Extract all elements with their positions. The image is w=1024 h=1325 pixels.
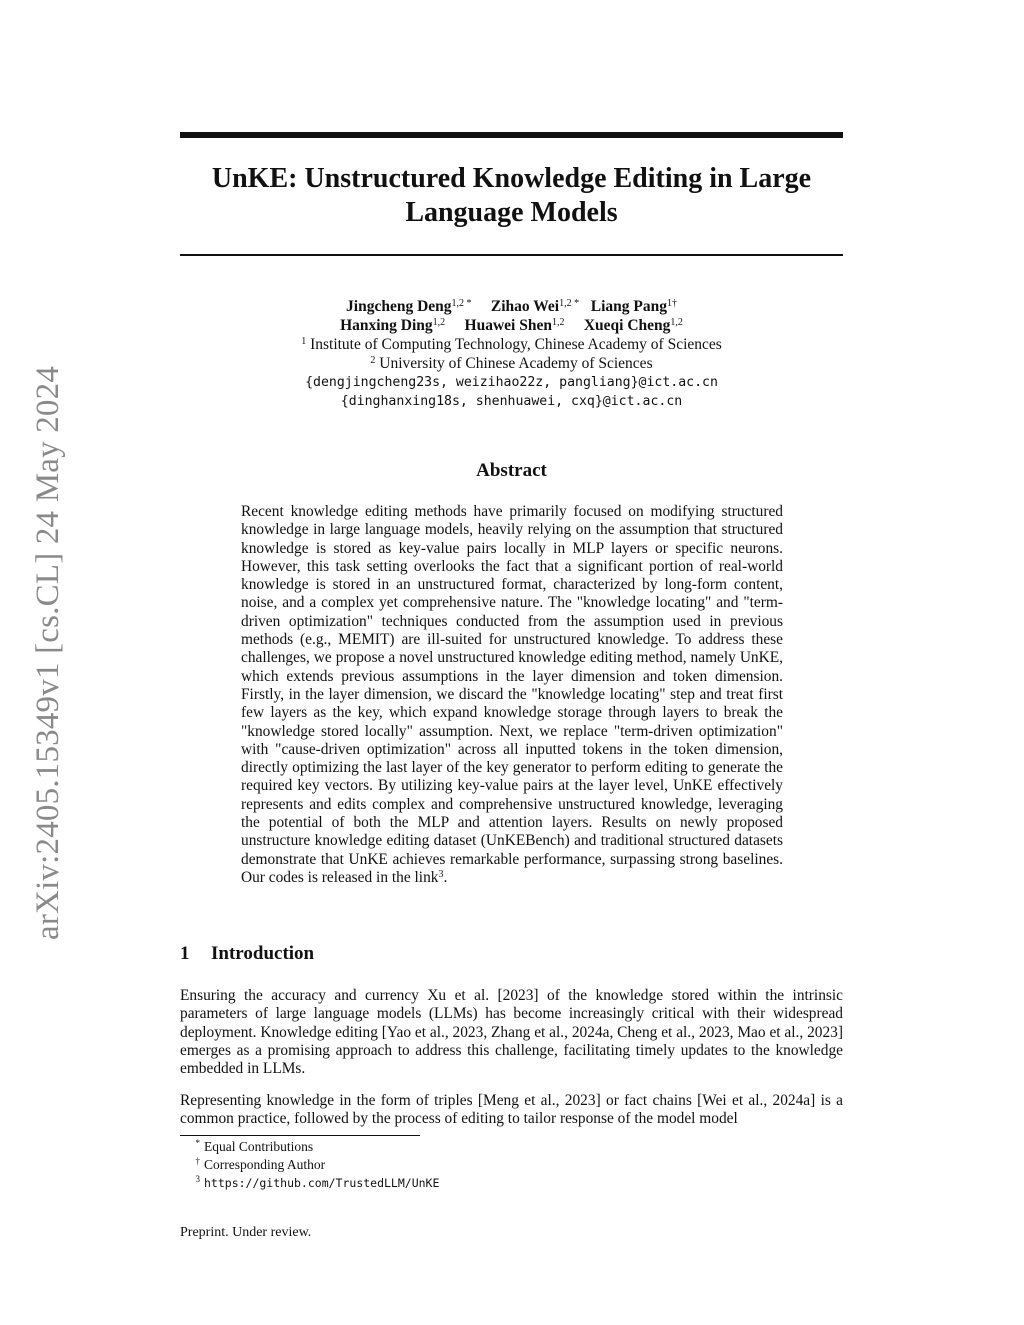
author-marks: 1,2 (551, 317, 565, 328)
author-line-2 (180, 316, 843, 335)
affiliation-1: $^1$ Institute of Computing Technology, Chinese Academy of Sciences (301, 336, 722, 353)
author-marks: 1,2 (432, 317, 446, 328)
author-name: Huawei Shen (464, 317, 552, 334)
author-name: Zihao Wei (490, 298, 560, 315)
intro-paragraph-1: Ensuring the accuracy and currency Xu et al. [2023] of the knowledge stored within the intrinsic parameters of large language models (LLMs) has become increasingly critical with their widespread deployment. Knowledge editing [Yao et al., 2023, Zhang et al., 2024a, Cheng et al., 2023, Mao et al., 2023] emerges as a promising approach to address this challenge, facilitating timely updates to the knowledge embedded in LLMs. (180, 987, 843, 1078)
author-marks: 1,2 (670, 317, 683, 328)
footnotes (180, 1138, 439, 1192)
title-line-1: UnKE: Unstructured Knowledge Editing in Large (211, 163, 812, 194)
section-number: 1 (180, 943, 190, 964)
abstract-text: Recent knowledge editing methods have primarily focused on modifying structured knowledge in large language models, heavily relying on the assumption that structured knowledge is stored as key-value pairs locally in MLP layers or specific neurons. However, this task setting overlooks the fact that a significant portion of real-world knowledge is stored in an unstructured format, characterized by long-form content, noise, and a complex yet comprehensive nature. The "knowledge locating" and "term-driven optimization" techniques conducted from the assumption used in previous methods (e.g., MEMIT) are ill-suited for unstructured knowledge. To address these challenges, we propose a novel unstructured knowledge editing method, namely UnKE, which extends previous assumptions in the layer dimension and token dimension. Firstly, in the layer dimension, we discard the "knowledge locating" step and treat first few layers as the key, which expand knowledge storage through layers to break the "knowledge stored locally" assumption. Next, we replace "term-driven optimization" with "cause-driven optimization" across all inputted tokens in the token dimension, directly optimizing the last layer of the key generator to perform editing to generate the required key vectors. By utilizing key-value pairs at the layer level, UnKE effectively represents and edits complex and comprehensive unstructured knowledge, leveraging the potential of both the MLP and attention layers. Results on newly proposed unstructure knowledge editing dataset (UnKEBench) and traditional structured datasets demonstrate that UnKE achieves remarkable performance, surpassing strong baselines. Our codes is released in the link$^3$. (241, 503, 783, 886)
arxiv-identifier: arXiv:2405.15349v1 [cs.CL] 24 May 2024 (30, 365, 66, 940)
author-marks: 1† (666, 298, 677, 309)
author-name: Jingcheng Deng (346, 298, 452, 315)
section-heading-introduction (180, 943, 314, 965)
abstract-heading: Abstract (476, 460, 547, 481)
email-line-2: {dinghanxing18s, shenhuawei, cxq}@ict.ac.cn (340, 394, 683, 409)
paper-title (180, 162, 843, 230)
author-name: Liang Pang (590, 298, 667, 315)
author-name: Hanxing Ding (340, 317, 433, 334)
footnote-corresponding-author: † Corresponding Author (195, 1156, 326, 1172)
affiliation-2: $^2$ University of Chinese Academy of Sciences (370, 355, 653, 372)
email-line-1: {dengjingcheng23s, weizihao22z, pangliang}@ict.ac.cn (305, 375, 718, 390)
code-link[interactable]: https://github.com/TrustedLLM/UnKE (204, 1176, 440, 1190)
title-line-2: Language Models (405, 197, 618, 228)
footnote-ref: 3 (438, 868, 444, 880)
intro-paragraph-2: Representing knowledge in the form of triples [Meng et al., 2023] or fact chains [Wei et al., 2024a] is a common practice, followed by the process of editing to tailor response of the model model (180, 1092, 843, 1128)
author-name: Xueqi Cheng (583, 317, 671, 334)
author-line-1 (180, 297, 843, 316)
footnote-rule (180, 1135, 420, 1136)
author-block (180, 297, 843, 411)
title-bottom-rule (180, 254, 843, 256)
author-marks: 1,2 * (451, 298, 472, 309)
footnote-code-link: $^3$ https://github.com/TrustedLLM/UnKE (195, 1174, 440, 1190)
author-marks: 1,2 * (559, 298, 580, 309)
footnote-equal-contribution: * Equal Contributions (195, 1138, 314, 1154)
section-title: Introduction (211, 943, 315, 964)
title-top-rule (180, 132, 843, 138)
preprint-note: Preprint. Under review. (180, 1225, 312, 1240)
